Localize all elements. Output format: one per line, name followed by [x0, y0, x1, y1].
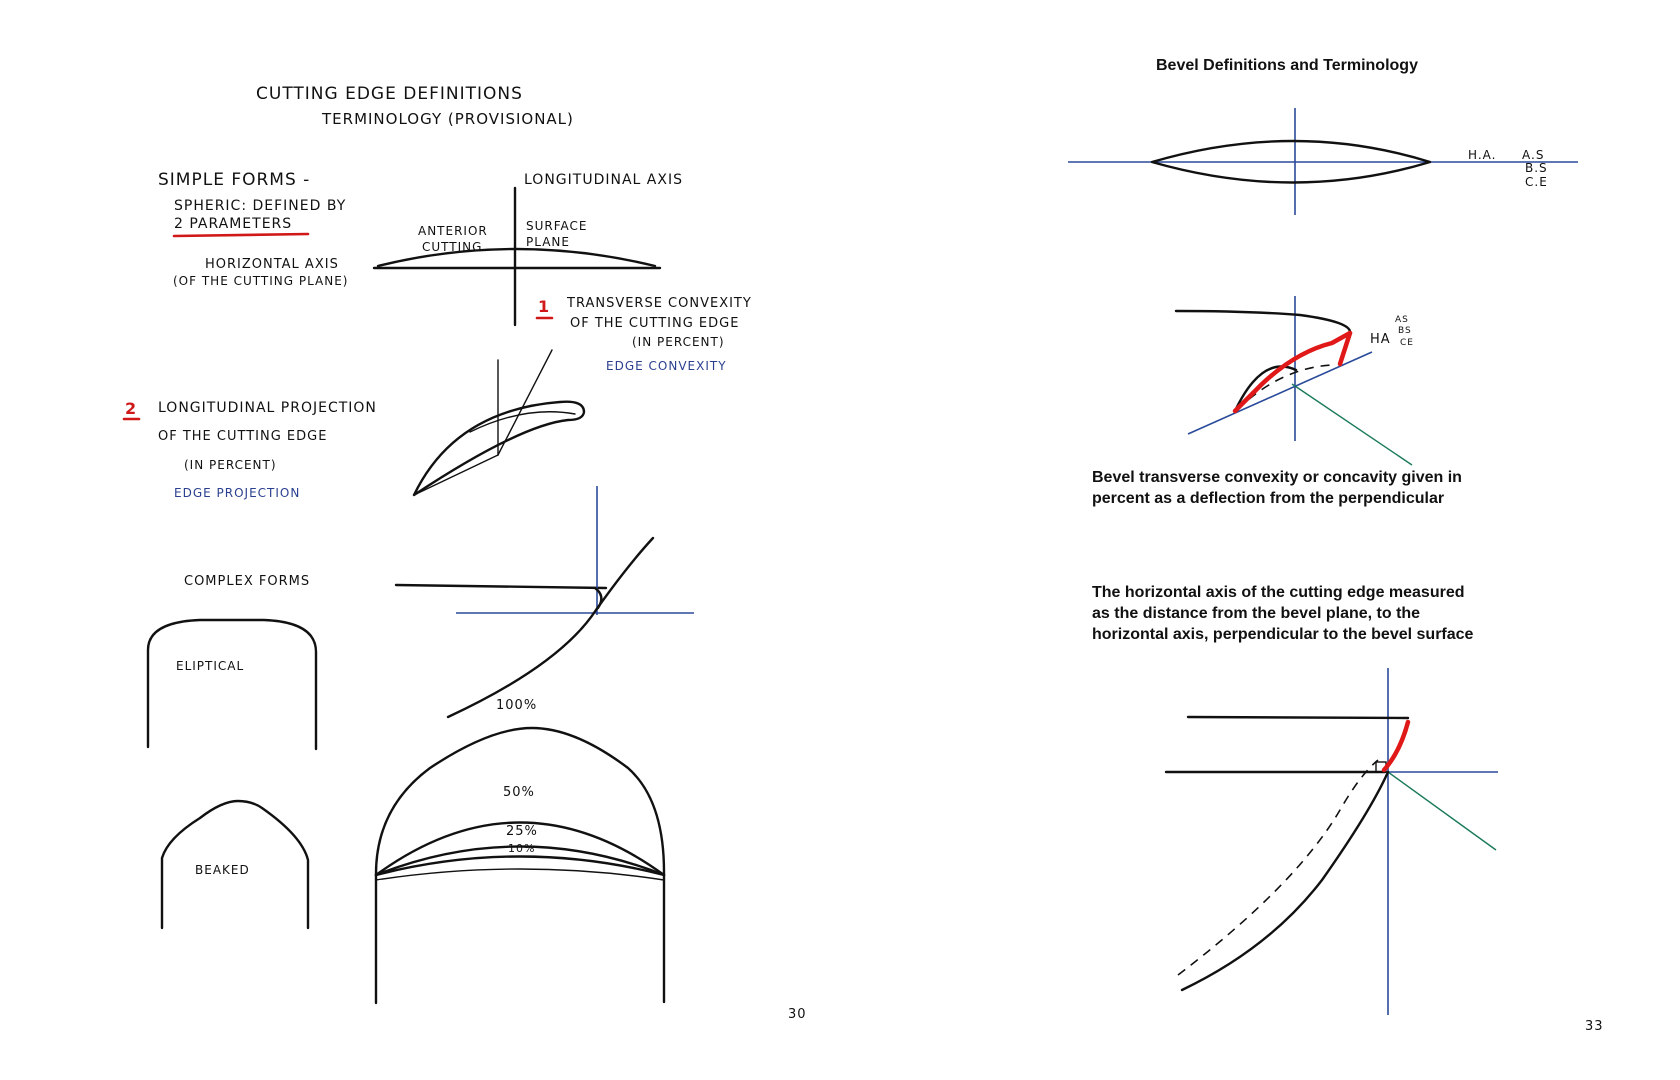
pct-10-label: 10% — [508, 842, 536, 855]
pct-50-label: 50% — [503, 785, 535, 800]
left-title-line1: CUTTING EDGE DEFINITIONS — [256, 84, 523, 104]
right-page — [1068, 57, 1604, 1034]
item2-line3: (IN PERCENT) — [184, 458, 277, 472]
spheric-label: SPHERIC: DEFINED BY — [174, 198, 347, 214]
horizontal-axis-label: HORIZONTAL AXIS — [205, 257, 339, 272]
caption2-line2: as the distance from the bevel plane, to the — [1092, 605, 1421, 622]
item2-line1: LONGITUDINAL PROJECTION — [158, 400, 377, 416]
percentage-dome-diagram — [376, 728, 664, 1003]
item2-blue-label: EDGE PROJECTION — [174, 486, 301, 500]
item1-line2: OF THE CUTTING EDGE — [570, 316, 740, 331]
eliptical-label: ELIPTICAL — [176, 659, 245, 673]
plane-label: PLANE — [526, 235, 570, 249]
caption2-line3: horizontal axis, perpendicular to the bevel surface — [1092, 626, 1474, 643]
right-title: Bevel Definitions and Terminology — [1156, 57, 1418, 74]
bevel-label-ha: HA — [1370, 332, 1391, 347]
item2-line2: OF THE CUTTING EDGE — [158, 429, 328, 444]
lens-label-as: A.S — [1522, 148, 1545, 162]
caption1-line1: Bevel transverse convexity or concavity given in — [1092, 469, 1462, 486]
item1-line1: TRANSVERSE CONVEXITY — [567, 296, 752, 311]
eliptical-shape — [148, 620, 316, 749]
bevel-axis-diagram — [1166, 668, 1498, 1015]
item2-number: 2 — [125, 399, 137, 418]
lens-label-ce: C.E — [1525, 175, 1548, 189]
right-page-number: 33 — [1585, 1019, 1604, 1034]
left-page-number: 30 — [788, 1007, 807, 1022]
lens-diagram — [1068, 108, 1578, 215]
cutting-plane-label: (OF THE CUTTING PLANE) — [173, 274, 349, 288]
caption1-line2: percent as a deflection from the perpendicular — [1092, 490, 1445, 507]
lens-label-bs: B.S — [1525, 161, 1548, 175]
parameters-label: 2 PARAMETERS — [174, 216, 293, 232]
pct-25-label: 25% — [506, 824, 538, 839]
surface-label: SURFACE — [526, 219, 588, 233]
parameters-underline — [174, 234, 308, 236]
item1-blue-label: EDGE CONVEXITY — [606, 359, 727, 373]
beaked-label: BEAKED — [195, 863, 250, 877]
anterior-label: ANTERIOR — [418, 224, 488, 238]
bevel-label-ce: CE — [1400, 338, 1414, 348]
longitudinal-axis-label: LONGITUDINAL AXIS — [524, 172, 683, 188]
cutting-label: CUTTING — [422, 240, 483, 254]
complex-diagram — [396, 486, 694, 717]
simple-forms-label: SIMPLE FORMS - — [158, 170, 311, 190]
projection-diagram — [414, 350, 584, 495]
lens-label-ha: H.A. — [1468, 148, 1497, 162]
pct-100-label: 100% — [496, 698, 538, 713]
bevel-label-as: AS — [1395, 315, 1409, 325]
bevel-convexity-diagram — [1176, 296, 1414, 465]
caption2-line1: The horizontal axis of the cutting edge measured — [1092, 584, 1465, 601]
bevel-label-bs: BS — [1398, 326, 1412, 336]
left-page — [124, 84, 807, 1022]
item1-number: 1 — [538, 297, 550, 316]
left-title-line2: TERMINOLOGY (PROVISIONAL) — [322, 110, 574, 128]
complex-forms-label: COMPLEX FORMS — [184, 574, 311, 589]
item1-line3: (IN PERCENT) — [632, 335, 725, 349]
